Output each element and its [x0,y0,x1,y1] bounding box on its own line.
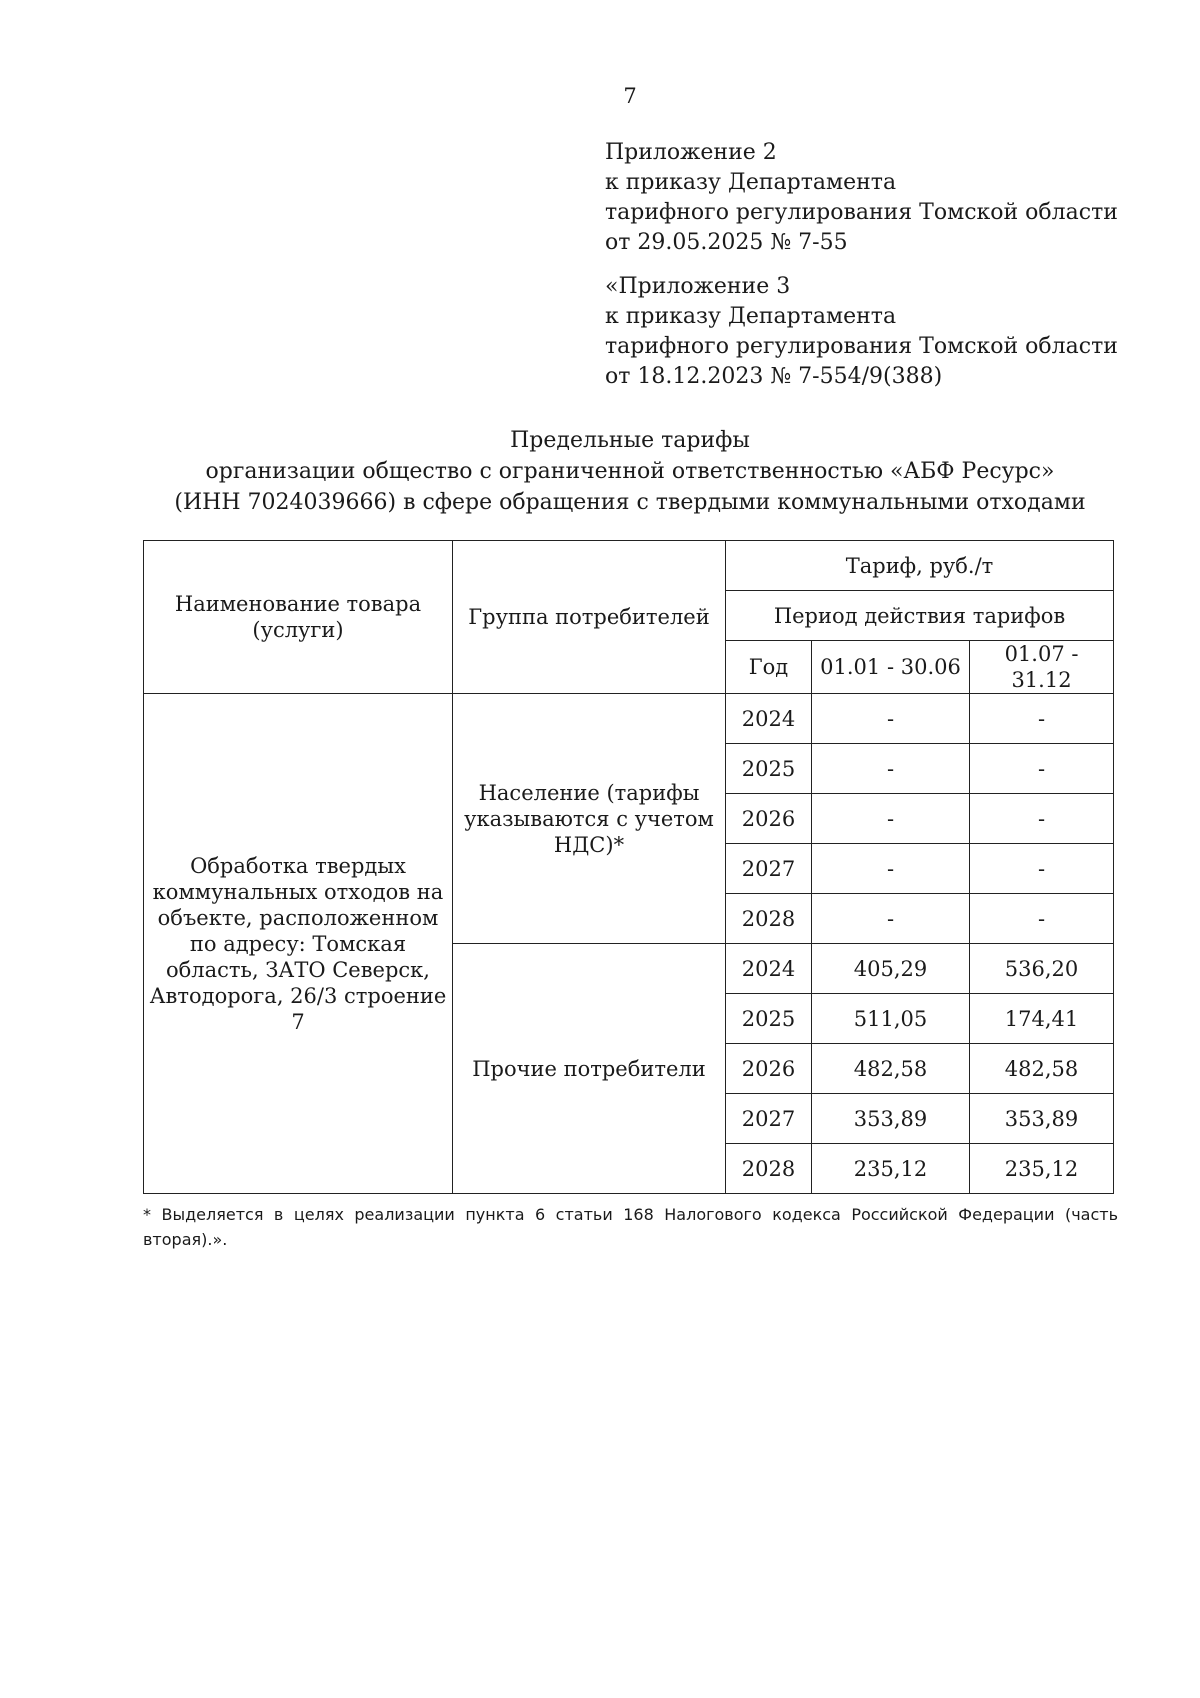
year-cell: 2026 [726,794,812,844]
appendix-current-block [605,138,1118,258]
year-cell: 2027 [726,844,812,894]
tariff-cell: - [812,844,970,894]
footnote: * Выделяется в целях реализации пункта 6 статьи 168 Налогового кодекса Российской Федерации (часть вторая).». [143,1205,1118,1249]
appendix-line: к приказу Департамента [605,170,897,195]
tariff-cell: - [812,744,970,794]
appendix-line: «Приложение 3 [605,274,791,299]
year-cell: 2024 [726,944,812,994]
appendix-line: к приказу Департамента [605,304,897,329]
header-period: Период действия тарифов [726,591,1114,641]
tariff-cell: 174,41 [970,994,1114,1044]
header-group: Группа потребителей [453,541,726,694]
header-year: Год [726,641,812,694]
tariff-cell: - [970,694,1114,744]
appendix-line: от 18.12.2023 № 7-554/9(388) [605,364,943,389]
table-header-row [144,541,1114,591]
tariff-cell: - [812,694,970,744]
tariff-cell: - [970,894,1114,944]
year-cell: 2024 [726,694,812,744]
tariff-cell: 405,29 [812,944,970,994]
header-product: Наименование товара (услуги) [144,541,453,694]
tariff-cell: - [970,744,1114,794]
page-number: 7 [623,84,637,108]
header-half1: 01.01 - 30.06 [812,641,970,694]
appendix-line: тарифного регулирования Томской области [605,200,1118,225]
group-name-cell: Население (тарифы указываются с учетом НДС)* [453,694,726,944]
appendix-line: тарифного регулирования Томской области [605,334,1118,359]
tariff-cell: 511,05 [812,994,970,1044]
tariff-cell: 353,89 [970,1094,1114,1144]
tariff-cell: - [812,894,970,944]
title-line: (ИНН 7024039666) в сфере обращения с твердыми коммунальными отходами [174,490,1086,515]
document-title [120,425,1140,518]
product-name-cell: Обработка твердых коммунальных отходов на объекте, расположенном по адресу: Томская область, ЗАТО Северск, Автодорога, 26/3 строение 7 [144,694,453,1194]
table-row [144,694,1114,744]
header-half2: 01.07 - 31.12 [970,641,1114,694]
tariff-cell: 235,12 [970,1144,1114,1194]
year-cell: 2026 [726,1044,812,1094]
appendix-line: от 29.05.2025 № 7-55 [605,230,848,255]
year-cell: 2025 [726,744,812,794]
year-cell: 2025 [726,994,812,1044]
header-tariff: Тариф, руб./т [726,541,1114,591]
group-name-cell: Прочие потребители [453,944,726,1194]
year-cell: 2028 [726,894,812,944]
tariff-cell: 536,20 [970,944,1114,994]
year-cell: 2028 [726,1144,812,1194]
tariff-cell: - [812,794,970,844]
title-line: Предельные тарифы [510,428,750,453]
tariff-table [143,540,1114,1194]
tariff-cell: - [970,844,1114,894]
tariff-cell: 482,58 [812,1044,970,1094]
appendix-previous-block [605,272,1118,392]
title-line: организации общество с ограниченной ответственностью «АБФ Ресурс» [205,459,1055,484]
year-cell: 2027 [726,1094,812,1144]
appendix-line: Приложение 2 [605,140,777,165]
tariff-cell: 353,89 [812,1094,970,1144]
tariff-cell: 235,12 [812,1144,970,1194]
tariff-cell: 482,58 [970,1044,1114,1094]
tariff-cell: - [970,794,1114,844]
